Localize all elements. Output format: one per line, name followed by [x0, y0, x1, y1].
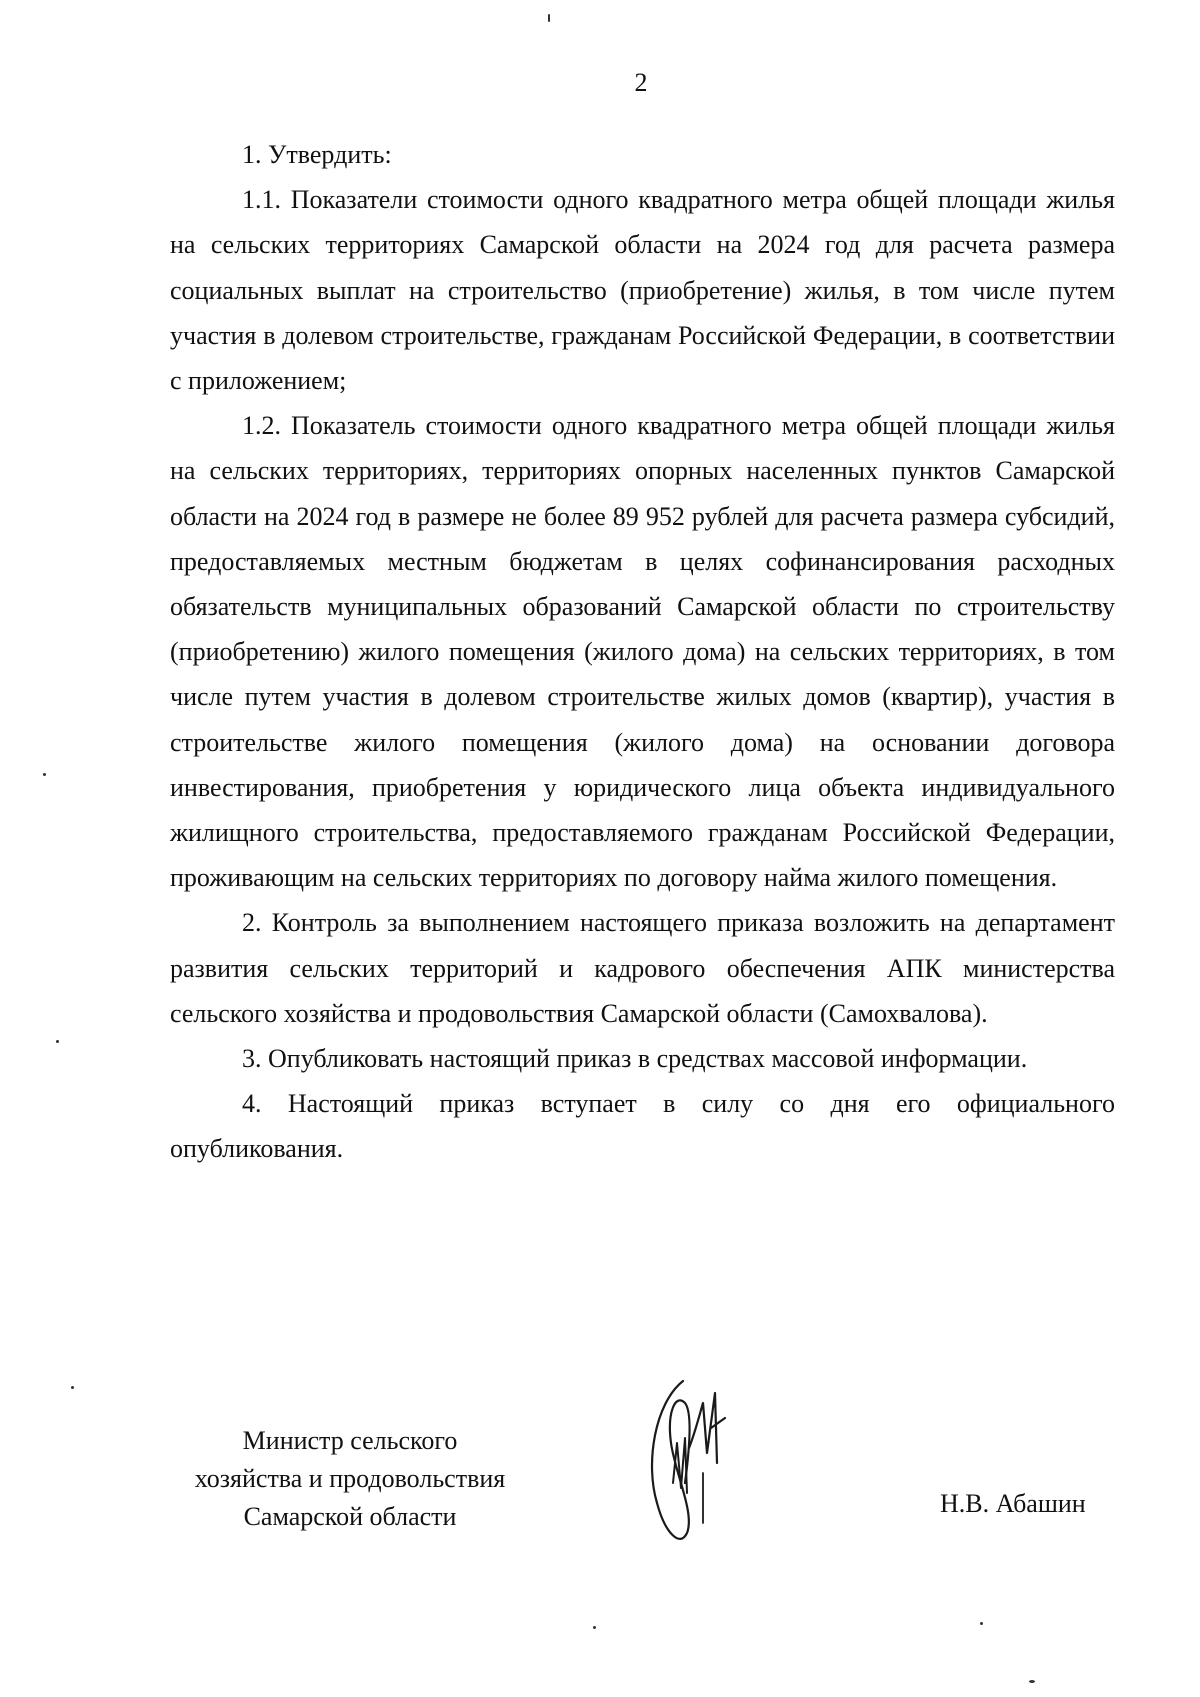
scan-speck: [1029, 1680, 1035, 1683]
scan-speck: [593, 1626, 596, 1629]
handwritten-signature: [645, 1373, 755, 1548]
signatory-title-line: хозяйства и продовольствия: [194, 1464, 506, 1493]
paragraph-1-1: 1.1. Показатели стоимости одного квадратного метра общей площади жилья на сельских территориях Самарской области на 2024 год для расчета размера социальных выплат на строительство (приобретение) жилья, в том числе путем участия в долевом строительстве, гражданам Российской Федерации, в соответствии с приложением;: [170, 185, 1115, 396]
signatory-name: Н.В. Абашин: [940, 1489, 1086, 1518]
scan-speck: [548, 14, 550, 22]
page-number: 2: [634, 68, 648, 97]
scan-speck: [43, 773, 46, 776]
document-body: [170, 132, 1115, 1172]
scan-speck: [56, 1040, 59, 1043]
paragraph-4: 4. Настоящий приказ вступает в силу со дня его официального опубликования.: [170, 1089, 1115, 1164]
signatory-title-line: Министр сельского: [242, 1426, 458, 1455]
scan-speck: [980, 1622, 983, 1625]
paragraph-1-2: 1.2. Показатель стоимости одного квадратного метра общей площади жилья на сельских территориях, территориях опорных населенных пунктов Самарской области на 2024 год в размере не более 89 952 рублей для расчета размера субсидий, предоставляемых местным бюджетам в целях софинансирования расходных обязательств муниципальных образований Самарской области по строительству (приобретению) жилого помещения (жилого дома) на сельских территориях, в том числе путем участия в долевом строительстве жилых домов (квартир), участия в строительстве жилого помещения (жилого дома) на основании договора инвестирования, приобретения у юридического лица объекта индивидуального жилищного строительства, предоставляемого гражданам Российской Федерации, проживающим на сельских территориях по договору найма жилого помещения.: [170, 411, 1115, 893]
scan-speck: [71, 1386, 74, 1389]
paragraph-3: 3. Опубликовать настоящий приказ в средствах массовой информации.: [242, 1044, 1028, 1074]
paragraph-approve: 1. Утвердить:: [242, 140, 392, 169]
signatory-title-line: Самарской области: [243, 1502, 457, 1531]
signatory-title: [150, 1422, 550, 1536]
paragraph-2: 2. Контроль за выполнением настоящего приказа возложить на департамент развития сельских территорий и кадрового обеспечения АПК министерства сельского хозяйства и продовольствия Самарской области (Самохвалова).: [170, 908, 1115, 1028]
